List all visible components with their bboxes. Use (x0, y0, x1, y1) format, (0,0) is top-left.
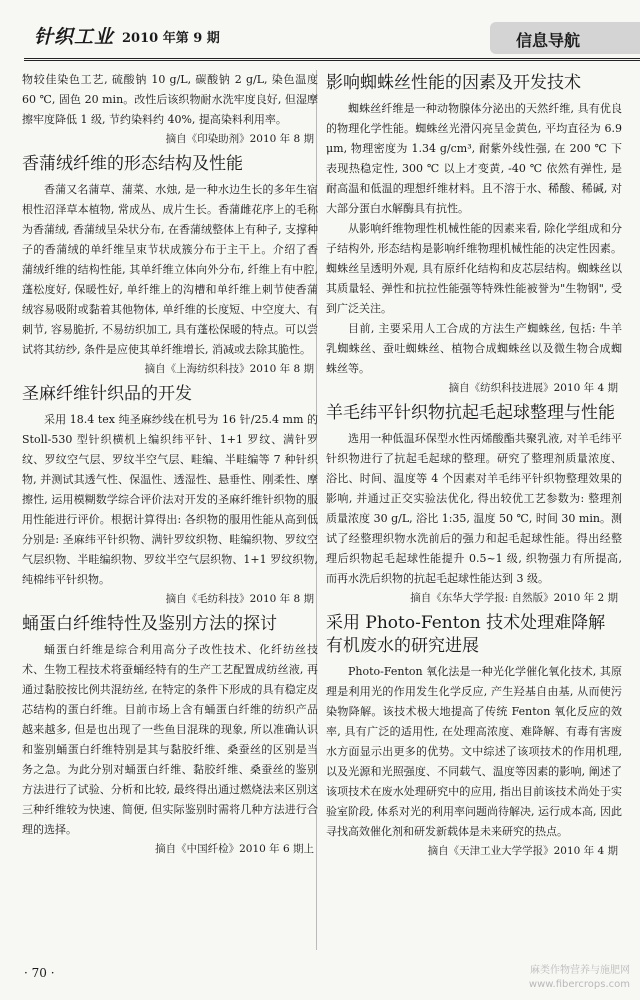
article-title: 采用 Photo-Fenton 技术处理难降解有机废水的研究进展 (326, 613, 606, 656)
article-paragraph: Photo-Fenton 氧化法是一种光化学催化氧化技术, 其原理是利用光的作用发生化学反应, 产生羟基自由基, 从而使污染物降解。该技术极大地提高了传统 Fenton 氧化反应的效率, 具有广泛的适用性, 在处理高浓度、难降解、有毒有害废水方面显示出更多的优势。文中综述了该项技术的作用机理, 以及光源和光照强度、不同载气、温度等因素的影响, 阐述了该项技术在废水处理研究中的应用, 指出目前该技术尚处于实验室阶段, 体系对光的利用率问题尚待解决, 运行成本高, 因此寻找高效催化剂和研发新载体是未来研究的热点。 (326, 665, 622, 838)
article-source: 摘自《天津工业大学学报》2010 年 4 期 (427, 845, 618, 857)
watermark (529, 964, 630, 992)
page-header (0, 0, 640, 66)
watermark-url: www.fibercrops.com (528, 979, 630, 990)
issue-label: 2010 年第 9 期 (122, 31, 220, 46)
article-title: 羊毛纬平针织物抗起毛起球整理与性能 (326, 403, 615, 423)
header-rule (24, 58, 640, 61)
article-source: 摘自《中国纤检》2010 年 6 期上 (155, 843, 314, 855)
article-paragraph: 从影响纤维物理性机械性能的因素来看, 除化学组成和分子结构外, 形态结构是影响纤维物理机械性能的决定性因素。蜘蛛丝呈透明外观, 具有原纤化结构和皮芯层结构。蜘蛛丝以其质量轻、弹性和抗拉性能强等特殊性能被誉为"生物钢", 受到广泛关注。 (326, 222, 622, 315)
page-number: · 70 · (24, 966, 55, 980)
article-paragraph: 选用一种低温环保型水性丙烯酸酯共聚乳液, 对羊毛纬平针织物进行了抗起毛起球的整理。研究了整理剂质量浓度、浴比、时间、温度等 4 个因素对羊毛纬平针织物整理效果的影响, 并通过正交实验法优化, 得出较优工艺参数为: 整理剂质量浓度 30 g/L, 浴比 1:35, 温度 50 ℃, 时间 30 min。测试了经整理织物水洗前后的强力和起毛起球性能。得出经整理后织物起毛起球性能提升 0.5~1 级, 织物强力有所提高, 而再水洗后织物的抗起毛起球性能达到 3 级。 (326, 432, 622, 585)
article-paragraph: 蜘蛛丝纤维是一种动物腺体分泌出的天然纤维, 具有优良的物理化学性能。蜘蛛丝光滑闪亮呈金黄色, 平均直径为 6.9 μm, 物理密度为 1.34 g/cm³, 耐紫外线性强, 在 200 ℃ 下表现热稳定性, 300 ℃ 以上才变黄, -40 ℃ 依然有弹性, 是耐高温和低温的理想纤维材料。且不溶于水、稀酸、稀碱, 对大部分蛋白水解酶具有抗性。 (326, 102, 622, 215)
watermark-site-name: 麻类作物营养与施肥网 (530, 965, 630, 976)
article-source: 摘自《东华大学学报: 自然版》2010 年 2 期 (410, 592, 618, 604)
left-column (22, 70, 318, 863)
article-body: 采用 18.4 tex 纯圣麻纱线在机号为 16 针/25.4 mm 的 Stoll-530 型针织横机上编织纬平针、1+1 罗纹、满针罗纹、罗纹空气层、罗纹半空气层、畦编、半畦编等 7 种针织物, 并测试其透气性、保温性、透湿性、悬垂性、刚柔性、摩擦性, 运用模糊数学综合评价法对开发的圣麻纤维针织物的服用性能进行评价。根据计算得出: 各织物的服用性能从高到低分别是: 圣麻纬平针织物、满针罗纹织物、畦编织物、罗纹空气层织物、半畦编织物、罗纹半空气层织物、1+1 罗纹织物, 纯棉纬平针织物。 (22, 413, 318, 586)
article-source: 摘自《毛纺科技》2010 年 8 期 (165, 593, 314, 605)
article-body: 蛹蛋白纤维是综合利用高分子改性技术、化纤纺丝技术、生物工程技术将蚕蛹经特有的生产工艺配置成纺丝液, 再通过黏胶按比例共混纺丝, 在特定的条件下形成的具有稳定皮芯结构的蛋白纤维。目前市场上含有蛹蛋白纤维的纺织产品越来越多, 但是也出现了一些鱼目混珠的现象, 所以准确认识和鉴别蛹蛋白纤维特别是其与黏胶纤维、桑蚕丝的区别是当务之急。为此分别对蛹蛋白纤维、黏胶纤维、桑蚕丝的鉴别方法进行了试验、分析和比较, 最终得出通过燃烧法来区别这三种纤维较为快速、简便, 但实际鉴别时需将几种方法进行合理的选择。 (22, 643, 318, 836)
article-source: 摘自《印染助剂》2010 年 8 期 (165, 133, 314, 145)
section-tab (490, 22, 640, 54)
article-title: 影响蜘蛛丝性能的因素及开发技术 (326, 73, 581, 93)
article-title: 蛹蛋白纤维特性及鉴别方法的探讨 (22, 614, 277, 634)
article-source: 摘自《上海纺织科技》2010 年 8 期 (144, 363, 314, 375)
journal-logo: 针织工业 (34, 26, 115, 48)
article-source: 摘自《纺织科技进展》2010 年 4 期 (448, 382, 618, 394)
section-title: 信息导航 (516, 31, 581, 50)
article-title: 圣麻纤维针织品的开发 (22, 384, 192, 404)
article-title: 香蒲绒纤维的形态结构及性能 (22, 154, 243, 174)
article-body: 香蒲又名蒲草、蒲菜、水烛, 是一种水边生长的多年生宿根性沼泽草本植物, 常成丛、成片生长。香蒲雌花序上的毛称为香蒲绒, 香蒲绒呈朵状分布, 在香蒲绒整体上有种子, 支撑种子的香蒲绒的单纤维呈束节状成簇分布于主干上。介绍了香蒲绒纤维的结构性能, 其单纤维立体向外分布, 纤维上有中腔, 蓬松度好, 保暖性好, 单纤维上的沟槽和单纤维上刺节使香蒲绒容易吸附或黏着其他物体, 单纤维的长度短、中空度大、有刺节, 容易脆折, 不易纺织加工, 具有蓬松保暖的特点。可以尝试将其纺纱, 条件是应使其单纤维增长, 消减或去除其脆性。 (22, 183, 318, 356)
intro-text: 物较佳染色工艺, 硫酸钠 10 g/L, 碳酸钠 2 g/L, 染色温度 60 ℃, 固色 20 min。改性后该织物耐水洗牢度良好, 但湿摩擦牢度降低 1 级, 节约染料约 40%, 提高染料利用率。 (22, 73, 318, 126)
right-column (326, 70, 622, 865)
article-paragraph: 目前, 主要采用人工合成的方法生产蜘蛛丝, 包括: 牛羊乳蜘蛛丝、蚕吐蜘蛛丝、植物合成蜘蛛丝以及微生物合成蜘蛛丝等。 (326, 322, 622, 375)
